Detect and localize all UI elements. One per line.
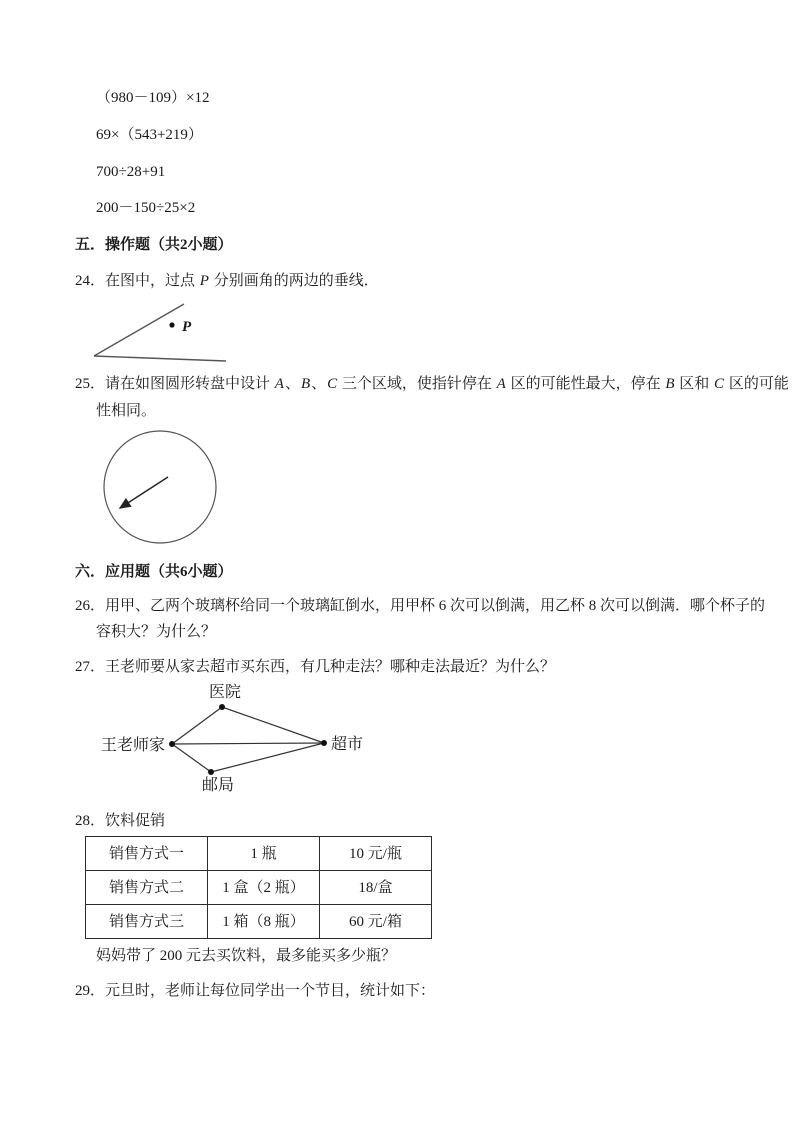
hospital-label: 医院 xyxy=(208,684,242,701)
table-cell: 1 箱（8 瓶） xyxy=(208,905,320,939)
text-segment: 、 xyxy=(284,376,300,392)
angle-diagram xyxy=(88,298,258,370)
text-segment: 24．在图中，过点 xyxy=(75,273,199,289)
question-26-text-line2: 容积大？为什么？ xyxy=(96,624,217,640)
text-segment: 、 xyxy=(311,376,327,392)
point-p-label: P xyxy=(182,319,192,335)
text-segment: 25．请在如图圆形转盘中设计 xyxy=(75,376,274,392)
variable-b: B xyxy=(300,376,311,392)
route-network-diagram xyxy=(92,682,392,800)
table-row xyxy=(86,905,432,939)
table-cell: 1 瓶 xyxy=(208,837,320,871)
question-29-text: 29．元旦时，老师让每位同学出一个节目，统计如下： xyxy=(75,983,436,999)
spinner-diagram xyxy=(96,426,228,552)
home-node-dot xyxy=(169,741,175,747)
expression-2: 69×（543+219） xyxy=(96,127,203,143)
section-6-header: 六．应用题（共6小题） xyxy=(75,564,233,580)
variable-a: A xyxy=(274,376,284,392)
variable-a: A xyxy=(496,376,506,392)
question-28-title: 28．饮料促销 xyxy=(75,813,166,829)
variable-c: C xyxy=(714,376,725,392)
edge-home-market xyxy=(172,743,324,744)
text-segment: 区的可能性最大，停在 xyxy=(506,376,665,392)
variable-c: C xyxy=(327,376,338,392)
table-row xyxy=(86,837,432,871)
table-cell: 销售方式二 xyxy=(86,871,208,905)
table-cell: 销售方式一 xyxy=(86,837,208,871)
edge-post-market xyxy=(211,743,324,772)
hospital-node-dot xyxy=(219,704,225,710)
expression-1: （980－109）×12 xyxy=(96,90,210,106)
question-28-footer: 妈妈带了 200 元去买饮料，最多能买多少瓶？ xyxy=(96,948,397,964)
post-label: 邮局 xyxy=(201,777,235,794)
market-node-dot xyxy=(321,740,327,746)
variable-b: B xyxy=(665,376,675,392)
home-label: 王老师家 xyxy=(100,737,165,754)
text-segment: 三个区域，使指针停在 xyxy=(338,376,496,392)
table-cell: 1 盒（2 瓶） xyxy=(208,871,320,905)
table-cell: 60 元/箱 xyxy=(320,905,432,939)
edge-home-post xyxy=(172,744,211,772)
question-24-text xyxy=(75,270,379,292)
text-segment: 区和 xyxy=(675,376,714,392)
section-5-header: 五．操作题（共2小题） xyxy=(75,237,233,253)
question-27-text: 27．王老师要从家去超市买东西，有几种走法？哪种走法最近？为什么？ xyxy=(75,659,556,675)
angle-lower-ray xyxy=(94,356,226,361)
promo-table xyxy=(85,836,432,939)
table-cell: 销售方式三 xyxy=(86,905,208,939)
variable-p: P xyxy=(199,273,209,289)
market-label: 超市 xyxy=(331,736,364,753)
table-cell: 18/盒 xyxy=(320,871,432,905)
edge-hospital-market xyxy=(222,707,324,743)
edge-home-hospital xyxy=(172,707,222,744)
table-cell: 10 元/瓶 xyxy=(320,837,432,871)
angle-upper-ray xyxy=(94,304,184,356)
question-26-text-line1: 26．用甲、乙两个玻璃杯给同一个玻璃缸倒水，用甲杯 6 次可以倒满，用乙杯 8 次可以倒满．哪个杯子的 xyxy=(75,598,766,614)
post-node-dot xyxy=(208,769,214,775)
question-25-text-line1 xyxy=(75,373,789,395)
point-p-dot xyxy=(169,322,174,327)
spinner-circle xyxy=(104,431,216,543)
question-25-text-line2: 性相同。 xyxy=(96,403,157,419)
text-segment: 区的可能 xyxy=(725,376,789,392)
expression-3: 700÷28+91 xyxy=(96,164,166,180)
text-segment: 分别画角的两边的垂线． xyxy=(209,273,379,289)
table-row xyxy=(86,871,432,905)
expression-4: 200－150÷25×2 xyxy=(96,200,196,216)
spinner-pointer-arrow xyxy=(120,477,168,508)
